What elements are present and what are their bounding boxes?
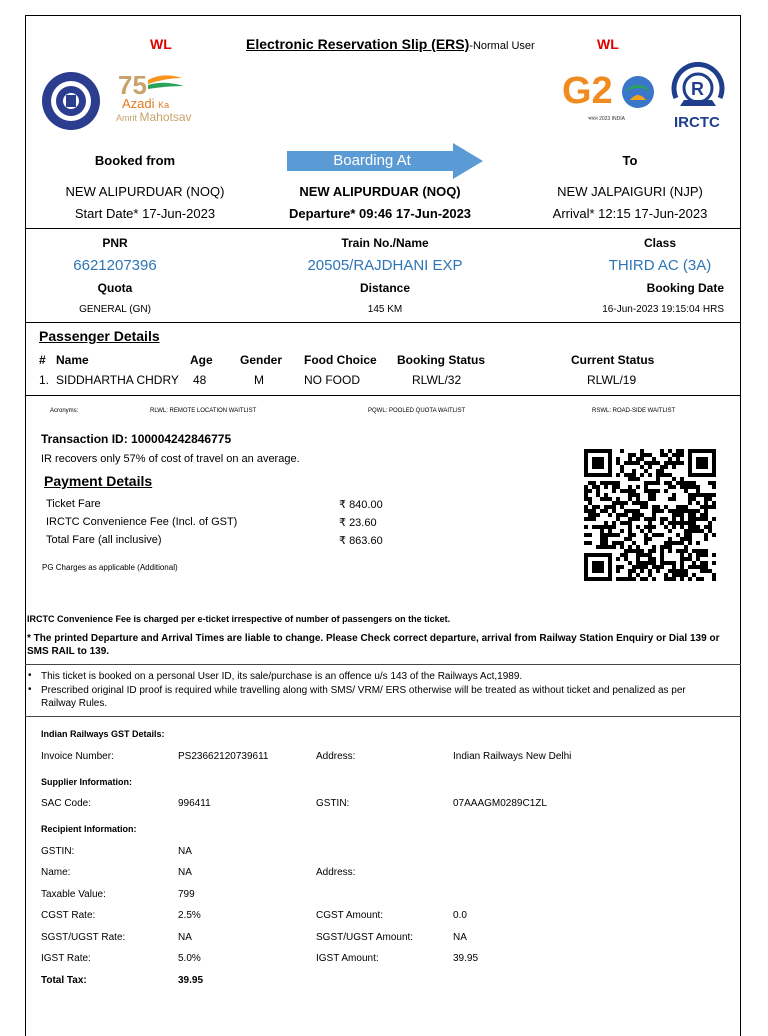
start-date: Start Date* 17-Jun-2023 [74,206,216,221]
recipient-gstin-value: NA [178,846,192,857]
col-header-current-status: Current Status [571,353,655,367]
amrit-text: Amrit [116,113,137,123]
convenience-fee-value: 23.60 [349,517,377,529]
igst-rate-label: IGST Rate: [41,953,91,964]
ticket-fare-value: 840.00 [349,499,383,511]
gstin-label: GSTIN: [316,798,350,809]
acronym-rswl: RSWL: ROAD-SIDE WAITLIST [592,408,676,414]
total-tax-value: 39.95 [178,975,204,986]
col-header-no: # [39,353,46,367]
train-label: Train No./Name [341,236,429,250]
class-label: Class [643,236,677,250]
invoice-label: Invoice Number: [41,751,114,762]
class-value: THIRD AC (3A) [608,257,712,274]
sgst-amount-value: NA [453,932,467,943]
rupee-icon: ₹ [339,517,346,529]
from-station: NEW ALIPURDUAR (NOQ) [65,184,225,199]
cgst-rate-value: 2.5% [178,910,201,921]
pnr-value: 6621207396 [73,257,157,274]
pnr-label: PNR [102,236,128,250]
pg-charges-note: PG Charges as applicable (Additional) [42,563,178,572]
taxable-value: 799 [178,889,195,900]
id-offence-note: This ticket is booked on a personal User ID, its sale/purchase is an offence u/s 143 of the Railways Act,1989. [41,671,523,682]
col-header-booking-status: Booking Status [397,353,486,367]
total-fare-label: Total Fare (all inclusive) [46,534,162,546]
distance-label: Distance [359,281,411,295]
recipient-gstin-label: GSTIN: [41,846,75,857]
ka-text: Ka [158,100,170,110]
ers-title-suffix: -Normal User [469,40,535,52]
gst-heading: Indian Railways GST Details: [41,729,165,739]
g20-logo: G2 भारत 2023 INDIA [562,70,662,130]
taxable-value-label: Taxable Value: [41,889,106,900]
divider [25,322,741,323]
ticket-fare-label: Ticket Fare [46,498,101,510]
recipient-name-label: Name: [41,867,71,878]
wl-right-label: WL [597,36,619,52]
passenger-details-heading: Passenger Details [39,328,160,344]
supplier-heading: Supplier Information: [41,777,132,787]
address-label: Address: [316,751,356,762]
sac-label: SAC Code: [41,798,92,809]
convenience-fee-label: IRCTC Convenience Fee (Incl. of GST) [46,516,238,528]
irctc-logo [666,62,730,134]
convenience-fee-amount [339,516,377,529]
recipient-name-value: NA [178,867,192,878]
total-tax-label: Total Tax: [41,975,87,986]
invoice-value: PS23662120739611 [178,751,269,762]
passenger-gender: M [254,373,264,387]
passenger-age: 48 [193,373,207,387]
acronym-pqwl: PQWL: POOLED QUOTA WAITLIST [368,408,466,414]
boarding-at-arrow [287,143,483,179]
distance-value: 145 KM [367,304,403,315]
passenger-booking-status: RLWL/32 [412,373,462,387]
passenger-food: NO FOOD [304,373,360,387]
bullet-icon: • [28,684,32,695]
departure-time: Departure* 09:46 17-Jun-2023 [288,206,472,221]
passenger-current-status: RLWL/19 [587,373,637,387]
train-value: 20505/RAJDHANI EXP [307,257,463,274]
acronyms-label: Acronyms: [50,408,79,414]
azadi-ka-amrit-mahotsav-logo [116,70,206,125]
to-label: To [622,153,638,168]
ers-title [246,36,535,54]
to-station: NEW JALPAIGURI (NJP) [557,184,703,199]
rupee-icon: ₹ [339,535,346,547]
ers-title-text: Electronic Reservation Slip (ERS) [246,36,470,52]
divider [25,228,741,229]
rupee-icon: ₹ [339,499,346,511]
igst-amount-value: 39.95 [453,953,479,964]
divider [25,395,741,396]
azadi-text: Azadi [122,96,155,111]
ir-recovery-note: IR recovers only 57% of cost of travel on an average. [41,453,300,465]
sgst-rate-value: NA [178,932,192,943]
indian-railways-logo [40,70,102,132]
address-value: Indian Railways New Delhi [453,751,572,762]
convenience-fee-note: IRCTC Convenience Fee is charged per e-ticket irrespective of number of passengers on the ticket. [27,614,451,624]
cgst-amount-value: 0.0 [453,910,467,921]
arrival-time: Arrival* 12:15 17-Jun-2023 [552,206,708,221]
cgst-amount-label: CGST Amount: [316,910,384,921]
payment-details-heading: Payment Details [44,473,153,489]
mahotsav-text: Mahotsav [139,110,192,124]
svg-text:R: R [691,79,704,99]
wl-left-label: WL [150,36,172,52]
g20-text: G2 [562,70,613,112]
igst-amount-label: IGST Amount: [316,953,379,964]
total-fare-value: 863.60 [349,535,383,547]
passenger-name: SIDDHARTHA CHDRY [56,373,179,387]
irctc-text: IRCTC [674,114,720,131]
booking-date-value: 16-Jun-2023 19:15:04 HRS [602,304,724,315]
booked-from-label: Booked from [94,153,176,168]
quota-value: GENERAL (GN) [79,304,151,315]
col-header-food: Food Choice [304,353,377,367]
col-header-gender: Gender [240,353,283,367]
booking-date-label: Booking Date [646,281,724,295]
gstin-value: 07AAAGM0289C1ZL [453,798,547,809]
ticket-fare-amount [339,498,383,511]
col-header-name: Name [56,353,89,367]
sac-value: 996411 [178,798,211,809]
divider [25,716,741,717]
passenger-no: 1. [39,373,50,387]
svg-text:75: 75 [118,70,147,100]
qr-code [583,447,717,584]
transaction-id: Transaction ID: 100004242846775 [41,432,232,446]
quota-label: Quota [97,281,133,295]
sgst-rate-label: SGST/UGST Rate: [41,932,126,943]
bullet-icon: • [28,670,32,681]
divider [25,664,741,665]
col-header-age: Age [190,353,213,367]
acronym-rlwl: RLWL: REMOTE LOCATION WAITLIST [150,408,257,414]
boarding-station: NEW ALIPURDUAR (NOQ) [299,184,461,199]
total-fare-amount [339,534,383,547]
recipient-address-label: Address: [316,867,356,878]
boarding-at-label: Boarding At [333,152,411,169]
times-warning-note: * The printed Departure and Arrival Times are liable to change. Please Check correct departure, arrival from Railway Station Enquiry or Dial 139 or SMS RAIL to 139. [27,633,720,657]
igst-rate-value: 5.0% [178,953,201,964]
id-proof-note: Prescribed original ID proof is required while travelling along with SMS/ VRM/ ERS otherwise will be treated as without ticket and penalized as per Railway Rules. [41,685,686,709]
cgst-rate-label: CGST Rate: [41,910,96,921]
recipient-heading: Recipient Information: [41,824,137,834]
sgst-amount-label: SGST/UGST Amount: [316,932,414,943]
